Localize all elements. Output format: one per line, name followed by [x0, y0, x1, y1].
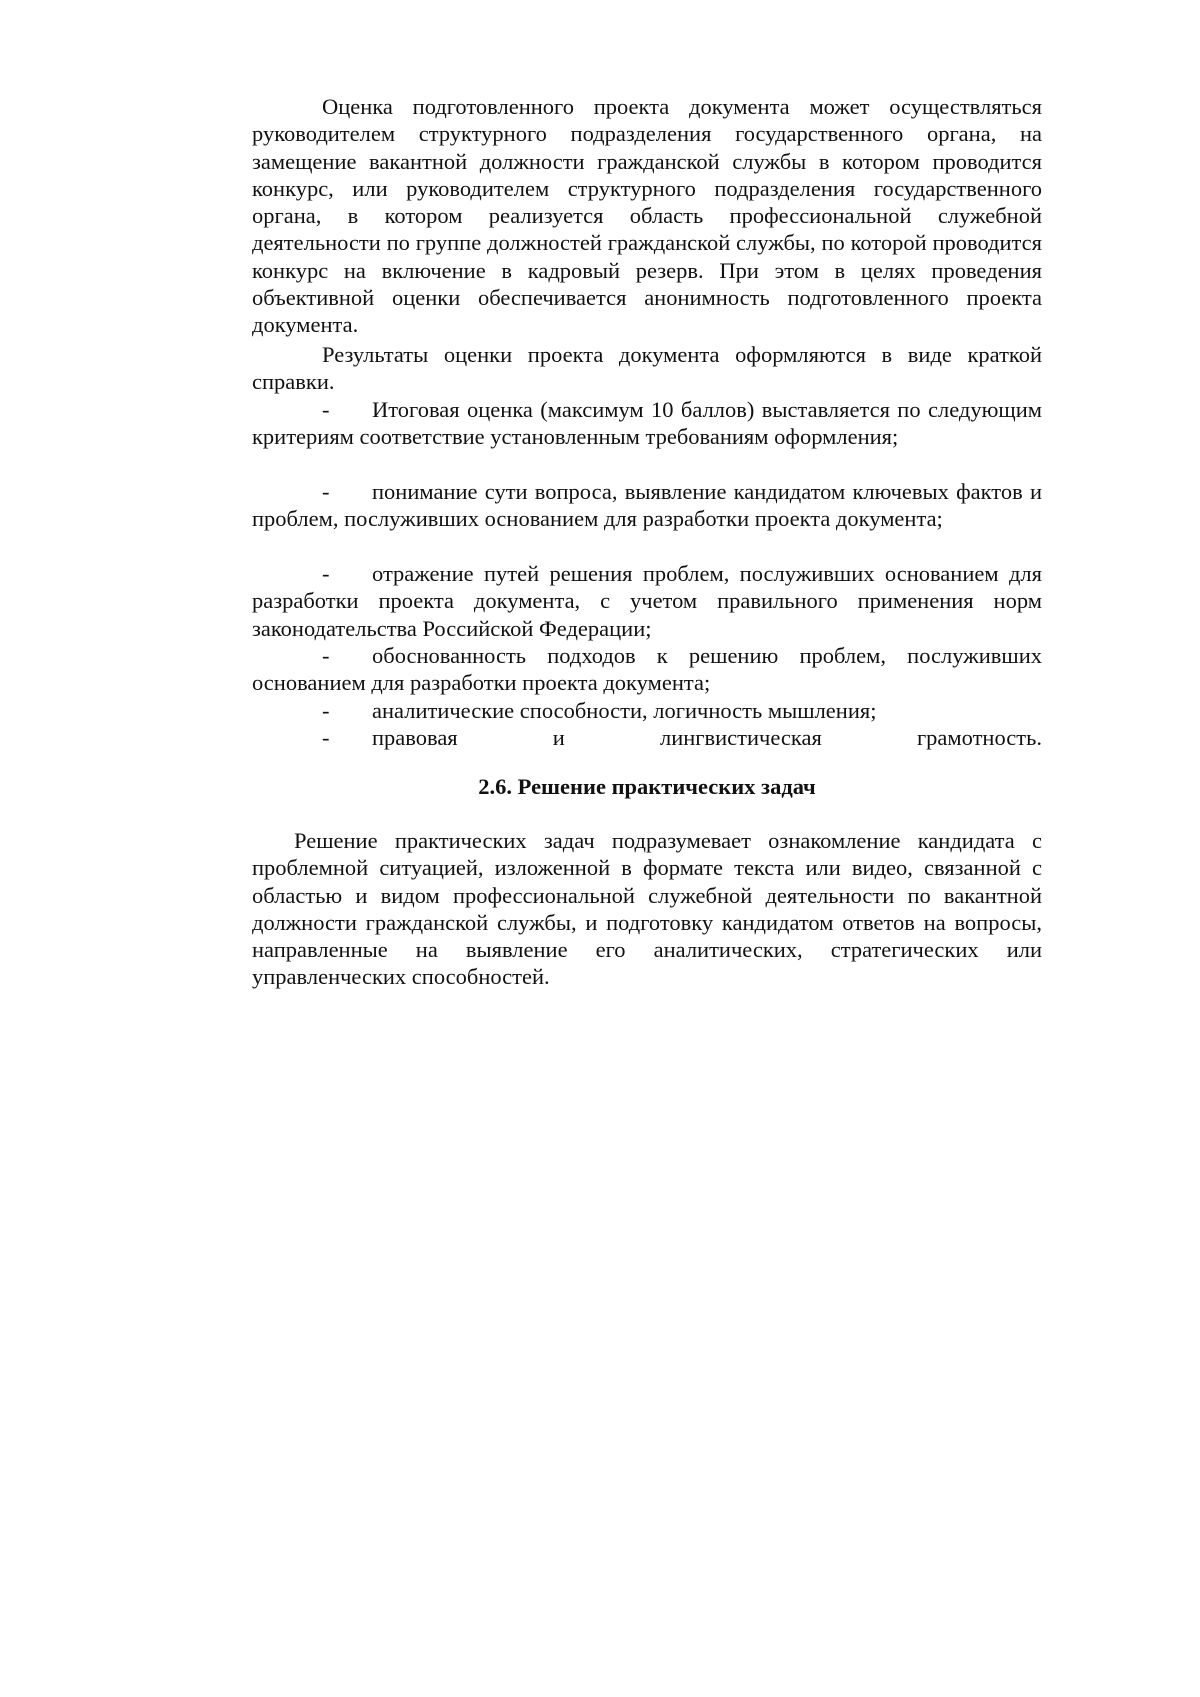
list-item [252, 560, 1042, 642]
bullet-dash: - [322, 725, 330, 750]
list-item [252, 478, 1042, 533]
bullet-dash: - [322, 561, 330, 586]
list-item-text: обоснованность подходов к решению проблем, послуживших основанием для разработки проекта документа; [252, 643, 1042, 696]
bullet-dash: - [322, 479, 330, 504]
word: правовая [372, 725, 458, 750]
list-item [252, 642, 1042, 697]
section-heading: 2.6. Решение практических задач [478, 774, 816, 799]
list-item [252, 697, 1042, 724]
list-item-text: отражение путей решения проблем, послуживших основанием для разработки проекта документа, с учетом правильного применения норм законодательства Российской Федерации; [252, 561, 1042, 641]
list-item [252, 396, 1042, 451]
paragraph-evaluation-results: Результаты оценки проекта документа оформляются в виде краткой справки. [252, 342, 1042, 395]
list-item [252, 724, 1042, 751]
bullet-dash: - [322, 643, 330, 668]
word: лингвистическая [659, 725, 822, 750]
paragraph-practical-tasks: Решение практических задач подразумевает ознакомление кандидата с проблемной ситуацией, изложенной в формате текста или видео, связанной с областью и видом профессиональной служебной деятельности по вакантной должности гражданской службы, и подготовку кандидатом ответов на вопросы, направленные на выявление его аналитических, стратегических или управленческих способностей. [252, 828, 1042, 990]
paragraph-evaluation-of-draft: Оценка подготовленного проекта документа может осуществляться руководителем структурного подразделения государственного органа, на замещение вакантной должности гражданской службы в котором проводится конкурс, или руководителем структурного подразделения государственного органа, в котором реализуется область профессиональной служебной деятельности по группе должностей гражданской службы, по которой проводится конкурс на включение в кадровый резерв. При этом в целях проведения объективной оценки обеспечивается анонимность подготовленного проекта документа. [252, 94, 1042, 338]
list-item-text: аналитические способности, логичность мышления; [372, 698, 877, 723]
word: и [552, 725, 565, 750]
list-item-text [252, 724, 1042, 751]
list-item-text: Итоговая оценка (максимум 10 баллов) выставляется по следующим критериям соответствие установленным требованиям оформления; [252, 397, 1042, 450]
list-item-text: понимание сути вопроса, выявление кандидатом ключевых фактов и проблем, послуживших основанием для разработки проекта документа; [252, 479, 1042, 532]
bullet-dash: - [322, 397, 330, 422]
word: грамотность. [916, 725, 1042, 750]
bullet-dash: - [322, 698, 330, 723]
